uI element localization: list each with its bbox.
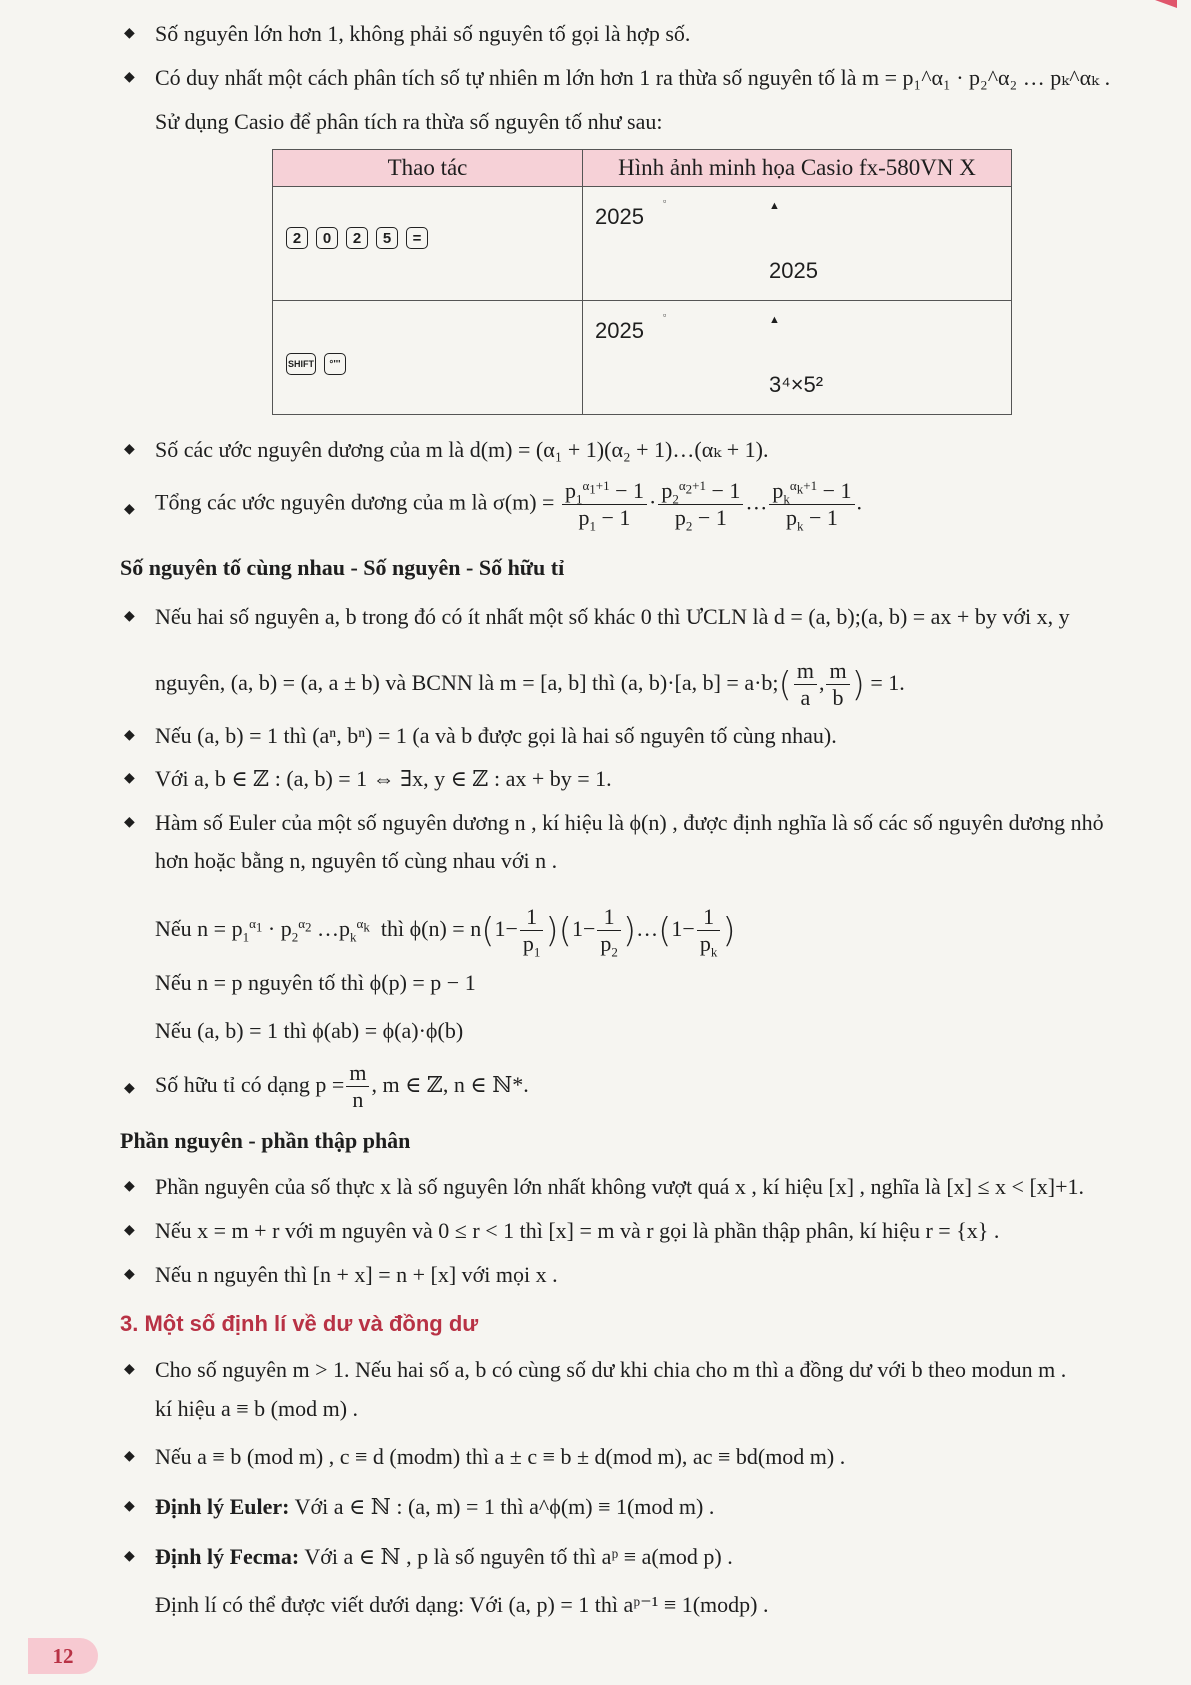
rational-line	[155, 1057, 529, 1113]
factorization-text: Có duy nhất một cách phân tích số tự nhiên m lớn hơn 1 ra thừa số nguyên tố là	[155, 65, 857, 90]
bullet-icon: ◆	[124, 1223, 135, 1238]
fractional-part-line: Nếu x = m + r với m nguyên và 0 ≤ r < 1 thì [x] = m và r gọi là phần thập phân, kí hiệu r = {x} .	[155, 1218, 1000, 1243]
bullet-icon: ◆	[124, 1362, 135, 1377]
floor-shift-line: Nếu n nguyên thì [n + x] = n + [x] với mọi x .	[155, 1262, 558, 1287]
key-0: 0	[316, 227, 338, 249]
page-number: 12	[28, 1638, 98, 1674]
key-degree: °'''	[324, 353, 346, 375]
bullet-icon: ◆	[124, 728, 135, 743]
composite-number-definition: Số nguyên lớn hơn 1, không phải số nguyên tố gọi là hợp số.	[155, 21, 691, 46]
euler-theorem-label: Định lý Euler:	[155, 1494, 290, 1519]
display-result: 2025	[769, 257, 818, 283]
euler-theorem-text: Với a ∈ ℕ : (a, m) = 1 thì a^ϕ(m) ≡ 1(mod m) .	[294, 1494, 715, 1519]
table-row	[273, 301, 1012, 415]
bullet-icon: ◆	[124, 1267, 135, 1282]
fraction: $\frac{m}{b}$	[826, 658, 849, 711]
display-cell	[583, 187, 1012, 301]
calculator-display	[583, 302, 1011, 414]
bullet-icon: ◆	[124, 815, 135, 830]
fermat-theorem-line	[155, 1543, 733, 1571]
fermat-theorem-text: Với a ∈ ℕ , p là số nguyên tố thì aᵖ ≡ a(mod p) .	[304, 1544, 733, 1569]
section-title-coprime: Số nguyên tố cùng nhau - Số nguyên - Số hữu tỉ	[120, 555, 565, 580]
display-input: 2025	[595, 203, 644, 229]
section-title-integer-part: Phần nguyên - phần thập phân	[120, 1128, 411, 1153]
section-title-congruence: 3. Một số định lí về dư và đồng dư	[120, 1311, 479, 1336]
display-input: 2025	[595, 317, 644, 343]
euler-product-formula: Nếu $n = p_1^{\alpha_1} \cdot p_2^{\alpha_2}$ $\dots p_k^{\alpha_k}$ thì ϕ(n) = n(1− $\frac{1}{p_1}$ )(1− $\frac{1}{p_2}$ )…(1− $\frac{1}{p_k}$ )	[155, 904, 736, 960]
floor-definition-line: Phần nguyên của số thực x là số nguyên lớn nhất không vượt quá x , kí hiệu [x] , nghĩa là [x] ≤ x < [x]+1.	[155, 1174, 1085, 1199]
table-row	[273, 187, 1012, 301]
scroll-up-icon: ▲	[769, 199, 780, 212]
key-equals: =	[406, 227, 428, 249]
euler-function-line-2: hơn hoặc bằng n, nguyên tố cùng nhau với n .	[155, 848, 558, 873]
bullet-icon: ◆	[124, 26, 135, 41]
calculator-display	[583, 188, 1011, 300]
fraction: $\frac{1}{p_2}$	[597, 904, 621, 957]
factorization-formula: m = p₁^α₁ · p₂^α₂ … pₖ^αₖ .	[862, 65, 1111, 90]
table-header-operation: Thao tác	[273, 150, 583, 187]
key-5: 5	[376, 227, 398, 249]
table-header-illustration: Hình ảnh minh họa Casio fx-580VN X	[583, 150, 1012, 187]
bullet-icon: ◆	[124, 442, 135, 457]
divisor-count-line	[155, 436, 769, 464]
casio-table	[272, 149, 1012, 415]
keys-cell	[273, 187, 583, 301]
bullet-icon: ◆	[124, 1081, 135, 1096]
corner-mark	[1155, 0, 1177, 8]
bullet-icon: ◆	[124, 1549, 135, 1564]
display-cursor-icon: ▫	[663, 195, 667, 206]
fermat-alt-form-line: Định lí có thể được viết dưới dạng: Với (a, p) = 1 thì aᵖ⁻¹ ≡ 1(modp) .	[155, 1592, 769, 1617]
congruence-definition-line: Cho số nguyên m > 1. Nếu hai số a, b có cùng số dư khi chia cho m thì a đồng dư với b theo modun m .	[155, 1357, 1067, 1382]
bullet-icon: ◆	[124, 70, 135, 85]
gcd-line: Nếu hai số nguyên a, b trong đó có ít nhất một số khác 0 thì ƯCLN là d = (a, b);(a, b) = ax + by với x, y	[155, 604, 1070, 629]
fraction: $\frac{1}{p_k}$	[697, 904, 721, 957]
divisor-count-formula: d(m) = (α₁ + 1)(α₂ + 1)…(αₖ + 1).	[469, 437, 769, 462]
key-2: 2	[286, 227, 308, 249]
euler-prime-line: Nếu n = p nguyên tố thì ϕ(p) = p − 1	[155, 970, 476, 995]
euler-function-line: Hàm số Euler của một số nguyên dương n , kí hiệu là ϕ(n) , được định nghĩa là số các số nguyên dương nhỏ	[155, 810, 1104, 835]
divisor-sum-line: Tổng các ước nguyên dương của m là σ(m) = $\frac{p_1^{\alpha_1+1} - 1}{p_1 - 1}$ · $\frac{p_2^{\alpha_2+1} - 1}{p_2 - 1}$ … $\frac{p_k^{\alpha_k+1} - 1}{p_k - 1}$ .	[155, 477, 862, 534]
bullet-icon: ◆	[124, 1499, 135, 1514]
keys-cell	[273, 301, 583, 415]
euler-formula-prefix: Nếu	[155, 916, 192, 941]
coprime-power-line: Nếu (a, b) = 1 thì (aⁿ, bⁿ) = 1 (a và b được gọi là hai số nguyên tố cùng nhau).	[155, 723, 837, 748]
fraction: $\frac{p_2^{\alpha_2+1} - 1}{p_2 - 1}$	[658, 478, 743, 531]
bullet-icon: ◆	[124, 1449, 135, 1464]
fraction: $\frac{p_k^{\alpha_k+1} - 1}{p_k - 1}$	[769, 478, 854, 531]
prime-factorization-statement	[155, 64, 1110, 92]
bullet-icon: ◆	[124, 609, 135, 624]
rational-prefix: Số hữu tỉ có dạng p =	[155, 1072, 345, 1097]
fermat-theorem-label: Định lý Fecma:	[155, 1544, 300, 1569]
scroll-up-icon: ▲	[769, 313, 780, 326]
euler-multiplicative-line: Nếu (a, b) = 1 thì ϕ(ab) = ϕ(a)·ϕ(b)	[155, 1018, 464, 1043]
fraction: $\frac{p_1^{\alpha_1+1} - 1}{p_1 - 1}$	[562, 478, 647, 531]
table-header-row	[273, 150, 1012, 187]
fraction: $\frac{m}{a}$	[794, 658, 817, 711]
rational-suffix: , m ∈ ℤ, n ∈ ℕ*.	[371, 1072, 529, 1097]
display-cell	[583, 301, 1012, 415]
bullet-icon: ◆	[124, 502, 135, 517]
display-cursor-icon: ▫	[663, 309, 667, 320]
display-result: 3⁴×5²	[769, 371, 824, 397]
bezout-line: Với a, b ∈ ℤ : (a, b) = 1 ⇔ ∃x, y ∈ ℤ : ax + by = 1.	[155, 766, 612, 791]
key-2: 2	[346, 227, 368, 249]
fraction: $\frac{1}{p_1}$	[520, 904, 544, 957]
congruence-operations-line: Nếu a ≡ b (mod m) , c ≡ d (modm) thì a ± c ≡ b ± d(mod m), ac ≡ bd(mod m) .	[155, 1444, 846, 1469]
lcm-text: nguyên, (a, b) = (a, a ± b) và BCNN là m = [a, b] thì (a, b)·[a, b] = a·b;	[155, 670, 779, 695]
euler-theorem-line	[155, 1493, 714, 1521]
casio-intro: Sử dụng Casio để phân tích ra thừa số nguyên tố như sau:	[155, 109, 663, 134]
lcm-line: nguyên, (a, b) = (a, a ± b) và BCNN là m = [a, b] thì (a, b)·[a, b] = a·b;( $\frac{m}{a}$ , $\frac{m}{b}$ ) = 1.	[155, 658, 905, 711]
bullet-icon: ◆	[124, 1179, 135, 1194]
divisor-count-text: Số các ước nguyên dương của m là	[155, 437, 465, 462]
congruence-notation-line: kí hiệu a ≡ b (mod m) .	[155, 1396, 359, 1421]
bullet-icon: ◆	[124, 771, 135, 786]
key-shift: SHIFT	[286, 353, 316, 375]
euler-formula-then: thì ϕ(n) = n	[380, 916, 482, 941]
divisor-sum-text: Tổng các ước nguyên dương của m là σ(m) =	[155, 489, 555, 515]
fraction: $\frac{m}{n}$	[346, 1060, 369, 1113]
